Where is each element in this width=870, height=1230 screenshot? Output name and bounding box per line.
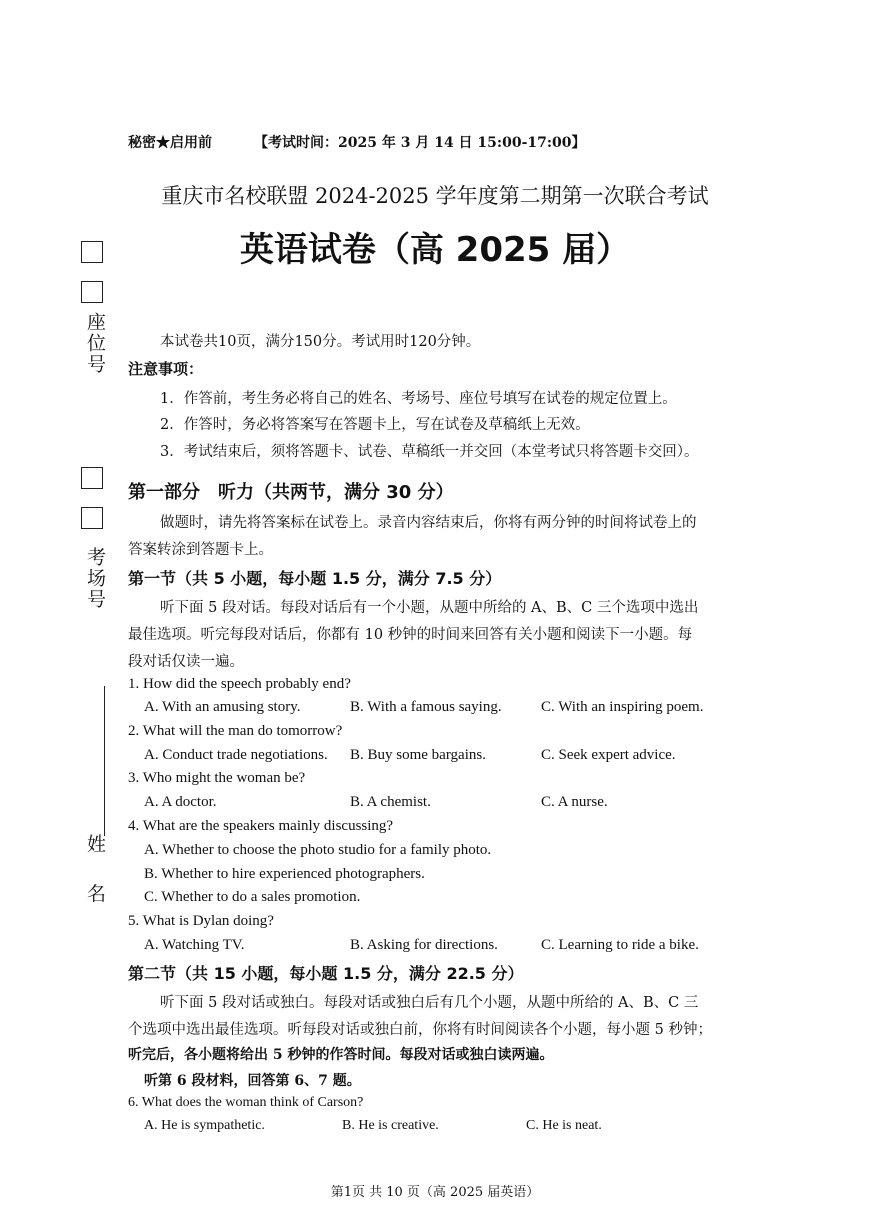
section2-desc: 听完后，各小题将给出 5 秒钟的作答时间。每段对话或独白读两遍。 [128, 1047, 554, 1063]
question-stem: 5. What is Dylan doing? [128, 913, 274, 929]
option-c: C. A nurse. [541, 794, 608, 810]
question-stem: 4. What are the speakers mainly discussing? [128, 818, 394, 834]
option-a: A. He is sympathetic. [144, 1118, 265, 1133]
seat-box-1[interactable] [81, 241, 103, 263]
room-box-1[interactable] [81, 467, 103, 489]
option-b: B. He is creative. [342, 1118, 439, 1133]
question-stem: 6. What does the woman think of Carson? [128, 1095, 364, 1110]
intro-text: 本试卷共10页，满分150分。考试用时120分钟。 [160, 334, 481, 350]
section2-desc: 个选项中选出最佳选项。听每段对话或独白前，你将有时间阅读各个小题，每小题 5 秒钟； [128, 1022, 712, 1038]
option-b: B. Asking for directions. [350, 937, 498, 953]
option-c: C. He is neat. [526, 1118, 602, 1133]
option-b: B. Buy some bargains. [350, 747, 486, 763]
exam-title: 重庆市名校联盟 2024-2025 学年度第二期第一次联合考试 [161, 184, 709, 208]
question-stem: 3. Who might the woman be? [128, 770, 306, 786]
section1-heading: 第一节（共 5 小题，每小题 1.5 分，满分 7.5 分） [128, 569, 502, 588]
question-stem: 1. How did the speech probably end? [128, 676, 351, 692]
paper-title: 英语试卷（高 2025 届） [239, 230, 631, 270]
section2-heading: 第二节（共 15 小题，每小题 1.5 分，满分 22.5 分） [128, 964, 524, 983]
name-write-line[interactable] [104, 686, 105, 836]
option-c: C. With an inspiring poem. [541, 699, 704, 715]
option-c: C. Seek expert advice. [541, 747, 676, 763]
secret-label: 秘密★启用前 [128, 135, 212, 151]
exam-room-label: 考场号 [84, 547, 106, 610]
exam-time: 【考试时间：2025 年 3 月 14 日 15:00-17:00】 [254, 135, 586, 151]
page-footer: 第1页 共 10 页（高 2025 届英语） [330, 1185, 540, 1200]
section2-desc: 听下面 5 段对话或独白。每段对话或独白后有几个小题，从题中所给的 A、B、C 三 [160, 995, 699, 1011]
option-a: A. A doctor. [144, 794, 217, 810]
section1-desc: 听下面 5 段对话。每段对话后有一个小题，从题中所给的 A、B、C 三个选项中选出 [160, 600, 699, 616]
section1-desc: 最佳选项。听完每段对话后，你都有 10 秒钟的时间来回答有关小题和阅读下一小题。每 [128, 627, 693, 643]
notice-heading: 注意事项： [128, 360, 204, 378]
option-b: B. Whether to hire experienced photographers. [144, 866, 425, 882]
option-a: A. Watching TV. [144, 937, 245, 953]
seat-box-2[interactable] [81, 281, 103, 303]
option-a: A. With an amusing story. [144, 699, 301, 715]
option-c: C. Whether to do a sales promotion. [144, 889, 361, 905]
material-instruction: 听第 6 段材料，回答第 6、7 题。 [144, 1073, 361, 1089]
question-stem: 2. What will the man do tomorrow? [128, 723, 343, 739]
notice-item: 2．作答时，务必将答案写在答题卡上，写在试卷及草稿纸上无效。 [160, 417, 590, 433]
option-c: C. Learning to ride a bike. [541, 937, 699, 953]
option-b: B. With a famous saying. [350, 699, 502, 715]
seat-number-label: 座位号 [84, 312, 106, 375]
name-label: 姓 名 [84, 834, 106, 915]
option-a: A. Conduct trade negotiations. [144, 747, 328, 763]
option-a: A. Whether to choose the photo studio for a family photo. [144, 842, 492, 858]
part1-desc: 做题时，请先将答案标在试卷上。录音内容结束后，你将有两分钟的时间将试卷上的 [160, 515, 697, 531]
part1-heading: 第一部分 听力（共两节，满分 30 分） [128, 482, 454, 503]
room-box-2[interactable] [81, 507, 103, 529]
notice-item: 1．作答前，考生务必将自己的姓名、考场号、座位号填写在试卷的规定位置上。 [160, 391, 677, 407]
notice-item: 3．考试结束后，须将答题卡、试卷、草稿纸一并交回（本堂考试只将答题卡交回）。 [160, 444, 699, 460]
option-b: B. A chemist. [350, 794, 431, 810]
section1-desc: 段对话仅读一遍。 [128, 654, 244, 670]
part1-desc: 答案转涂到答题卡上。 [128, 542, 273, 558]
